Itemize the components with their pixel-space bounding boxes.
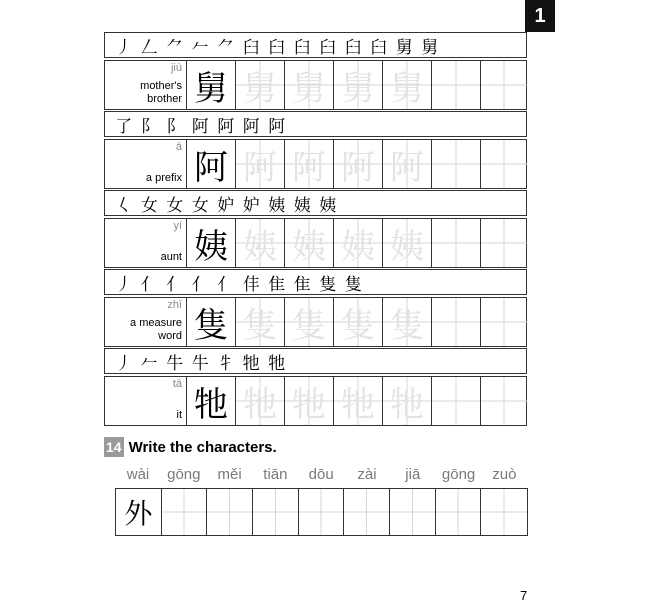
meaning-line: mother's [140, 80, 182, 92]
blank-practice-cell[interactable] [481, 377, 527, 425]
exercise-header [104, 437, 277, 457]
stroke-step: 隻 [344, 274, 362, 295]
trace-character-cell[interactable]: 牠 [236, 377, 285, 425]
exercise-pinyin: gōng [441, 466, 476, 483]
blank-practice-cell[interactable] [432, 219, 481, 267]
blank-practice-cell[interactable] [481, 140, 527, 188]
meaning-label [140, 80, 182, 106]
meaning-line: aunt [160, 251, 182, 263]
blank-practice-cell[interactable] [432, 140, 481, 188]
stroke-step: 姨 [319, 195, 337, 216]
writing-cell[interactable] [253, 489, 299, 535]
stroke-step: 阿 [268, 116, 286, 137]
exercise-title: Write the characters. [128, 438, 277, 456]
stroke-step: 隹 [268, 274, 286, 295]
page-number: 7 [520, 588, 528, 603]
trace-character-cell[interactable]: 阿 [236, 140, 285, 188]
stroke-step: 女 [166, 195, 184, 216]
stroke-step: 牛 [191, 353, 209, 374]
stroke-step: 阿 [242, 116, 260, 137]
meaning-label [146, 172, 182, 185]
trace-character-cell[interactable]: 舅 [285, 61, 334, 109]
exercise-pinyin: měi [217, 466, 242, 483]
stroke-step: ⺈ [166, 37, 184, 58]
stroke-step: 牠 [242, 353, 260, 374]
trace-character-cell[interactable]: 舅 [334, 61, 383, 109]
stroke-order-row [104, 190, 527, 216]
trace-character-cell[interactable]: 姨 [236, 219, 285, 267]
stroke-step: 牛 [166, 353, 184, 374]
meaning-line: it [176, 409, 182, 421]
pinyin-label: zhī [167, 299, 182, 311]
stroke-step: 𠃋 [140, 37, 158, 58]
character-label-cell [105, 298, 187, 346]
writing-cell[interactable] [481, 489, 527, 535]
stroke-step: 丿 [115, 353, 133, 374]
stroke-step: 妒 [217, 195, 235, 216]
trace-character-cell[interactable]: 阿 [383, 140, 432, 188]
trace-character-cell[interactable]: 隻 [236, 298, 285, 346]
stroke-step: 姨 [293, 195, 311, 216]
meaning-label [161, 251, 182, 264]
writing-cell[interactable] [207, 489, 253, 535]
pinyin-label: jiù [170, 62, 182, 74]
stroke-step: 𡿨 [115, 195, 133, 216]
exercise-number: 14 [106, 439, 122, 455]
stroke-step: 牜 [217, 353, 235, 374]
stroke-order-row [104, 348, 527, 374]
character-label-cell [105, 140, 187, 188]
blank-practice-cell[interactable] [432, 298, 481, 346]
stroke-step: 舅 [421, 37, 439, 58]
stroke-step: 牠 [268, 353, 286, 374]
pinyin-label: tā [172, 378, 182, 390]
trace-character-cell[interactable]: 牠 [285, 377, 334, 425]
trace-character-cell[interactable]: 舅 [236, 61, 285, 109]
trace-character-cell[interactable]: 姨 [383, 219, 432, 267]
stroke-order-row [104, 269, 527, 295]
meaning-line: brother [147, 93, 182, 105]
stroke-step: 隹 [293, 274, 311, 295]
stroke-step: 臼 [319, 37, 337, 58]
character-practice-row [104, 218, 527, 268]
chapter-number-tab: 1 [525, 0, 555, 32]
stroke-step: 臼 [293, 37, 311, 58]
exercise-pinyin: tiān [263, 466, 288, 483]
meaning-line: a measure word [130, 317, 182, 342]
trace-character-cell[interactable]: 牠 [383, 377, 432, 425]
stroke-order-row [104, 32, 527, 58]
character-label-cell [105, 219, 187, 267]
trace-character-cell[interactable]: 姨 [285, 219, 334, 267]
exercise-pinyin: zài [357, 466, 377, 483]
trace-character-cell[interactable]: 牠 [334, 377, 383, 425]
trace-character-cell[interactable]: 隻 [383, 298, 432, 346]
stroke-step: 阝 [140, 116, 158, 137]
stroke-step: 亻 [217, 274, 235, 295]
meaning-line: a prefix [145, 172, 182, 184]
stroke-step: 亻 [166, 274, 184, 295]
stroke-step: 𠂉 [140, 353, 158, 374]
writing-cell[interactable] [436, 489, 482, 535]
exercise-pinyin: dōu [308, 466, 334, 483]
stroke-order-row [104, 111, 527, 137]
character-label-cell [105, 377, 187, 425]
stroke-step: 隻 [319, 274, 337, 295]
exercise-pinyin: wài [126, 466, 150, 483]
exercise-pinyin: gōng [167, 466, 201, 483]
stroke-step: 臼 [344, 37, 362, 58]
exercise-writing-grid [115, 488, 528, 536]
blank-practice-cell[interactable] [481, 219, 527, 267]
meaning-label [177, 409, 183, 422]
stroke-step: 了 [115, 116, 133, 137]
stroke-step: 妒 [242, 195, 260, 216]
stroke-step: 阿 [191, 116, 209, 137]
pinyin-label: yí [173, 220, 182, 232]
stroke-step: 亻 [140, 274, 158, 295]
character-practice-row [104, 60, 527, 110]
stroke-step: 丿 [115, 37, 133, 58]
writing-cell[interactable] [299, 489, 345, 535]
model-character: 阿 [187, 140, 236, 188]
blank-practice-cell[interactable] [432, 377, 481, 425]
blank-practice-cell[interactable] [481, 61, 527, 109]
exercise-pinyin: jiā [405, 466, 421, 483]
stroke-step: 臼 [370, 37, 388, 58]
trace-character-cell[interactable]: 隻 [334, 298, 383, 346]
trace-character-cell[interactable]: 舅 [383, 61, 432, 109]
stroke-step: 仹 [242, 274, 260, 295]
character-practice-row [104, 376, 527, 426]
stroke-step: 臼 [268, 37, 286, 58]
stroke-step: 女 [191, 195, 209, 216]
example-character-cell: 外 [116, 489, 162, 535]
trace-character-cell[interactable]: 隻 [285, 298, 334, 346]
writing-cell[interactable] [344, 489, 390, 535]
model-character: 隻 [187, 298, 236, 346]
stroke-step: 𠂉 [191, 37, 209, 58]
trace-character-cell[interactable]: 姨 [334, 219, 383, 267]
stroke-step: 亻 [191, 274, 209, 295]
stroke-step: 丿 [115, 274, 133, 295]
stroke-step: 舅 [395, 37, 413, 58]
stroke-step: 女 [140, 195, 158, 216]
trace-character-cell[interactable]: 阿 [285, 140, 334, 188]
stroke-step: 姨 [268, 195, 286, 216]
blank-practice-cell[interactable] [481, 298, 527, 346]
pinyin-label: ā [175, 141, 182, 153]
character-practice-row [104, 297, 527, 347]
stroke-step: ⺈ [217, 37, 235, 58]
writing-cell[interactable] [390, 489, 436, 535]
stroke-step: 阝 [166, 116, 184, 137]
stroke-step: 阿 [217, 116, 235, 137]
trace-character-cell[interactable]: 阿 [334, 140, 383, 188]
character-label-cell [105, 61, 187, 109]
model-character: 姨 [187, 219, 236, 267]
character-practice-row [104, 139, 527, 189]
blank-practice-cell[interactable] [432, 61, 481, 109]
model-character: 舅 [187, 61, 236, 109]
exercise-pinyin-row [115, 466, 530, 486]
stroke-step: 臼 [242, 37, 260, 58]
exercise-pinyin: zuò [492, 466, 517, 483]
meaning-label [105, 317, 182, 343]
model-character: 牠 [187, 377, 236, 425]
writing-cell[interactable] [162, 489, 208, 535]
